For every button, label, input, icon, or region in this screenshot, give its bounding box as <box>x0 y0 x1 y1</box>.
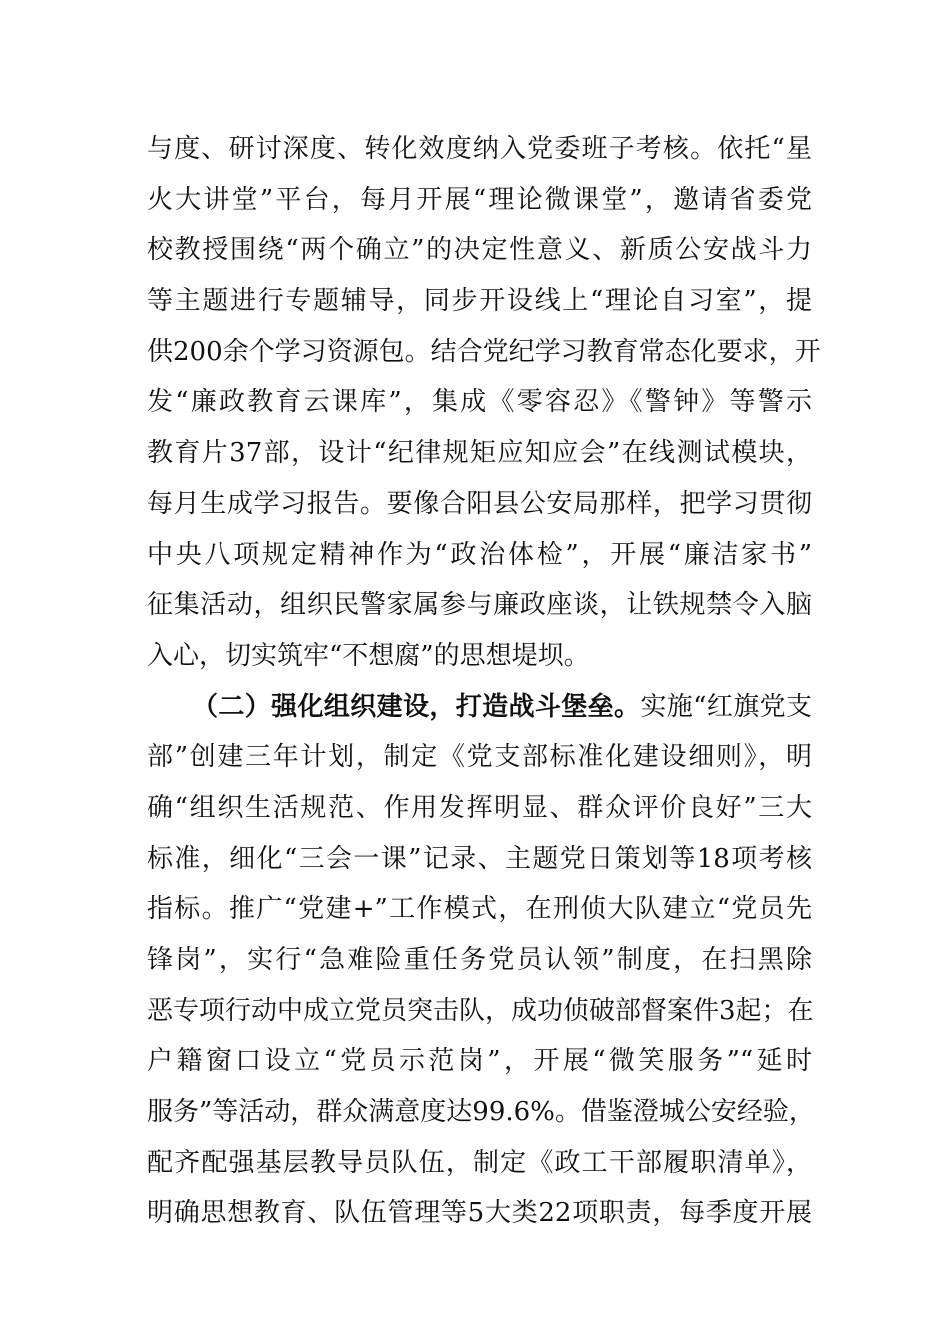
text-line: 明确思想教育、队伍管理等5大类22项职责，每季度开展 <box>147 1198 812 1229</box>
text-fragment: 实施“红旗党支 <box>640 691 812 722</box>
text-line: 征集活动，组织民警家属参与廉政座谈，让铁规禁令入脑 <box>147 590 812 621</box>
text-line: 部”创建三年计划，制定《党支部标准化建设细则》，明 <box>147 742 812 773</box>
section-heading-line <box>147 682 812 733</box>
text-line: 教育片37部，设计“纪律规矩应知应会”在线测试模块， <box>147 438 812 469</box>
text-line: 恶专项行动中成立党员突击队，成功侦破部督案件3起；在 <box>147 995 814 1026</box>
text-line: 等主题进行专题辅导，同步开设线上“理论自习室”，提 <box>147 286 812 317</box>
text-line: 火大讲堂”平台，每月开展“理论微课堂”，邀请省委党 <box>147 184 812 215</box>
paragraph-theory-study <box>147 124 821 682</box>
text-line: 与度、研讨深度、转化效度纳入党委班子考核。依托“星 <box>147 134 812 164</box>
text-line: 户籍窗口设立“党员示范岗”，开展“微笑服务”“延时 <box>147 1046 812 1077</box>
text-line: 供200余个学习资源包。结合党纪学习教育常态化要求，开 <box>147 336 821 367</box>
body-text <box>147 124 821 1239</box>
text-line: 入心，切实筑牢“不想腐”的思想堤坝。 <box>147 640 590 671</box>
text-line: 发“廉政教育云课库”，集成《零容忍》《警钟》等警示 <box>147 387 812 418</box>
text-line: 服务”等活动，群众满意度达99.6%。借鉴澄城公安经验， <box>147 1097 815 1128</box>
text-line: 中央八项规定精神作为“政治体检”，开展“廉洁家书” <box>147 539 812 570</box>
text-line: 校教授围绕“两个确立”的决定性意义、新质公安战斗力 <box>147 235 812 266</box>
text-line: 指标。推广“党建+”工作模式，在刑侦大队建立“党员先 <box>147 894 812 925</box>
section-heading: （二）强化组织建设，打造战斗堡垒。 <box>192 691 641 722</box>
text-line: 配齐配强基层教导员队伍，制定《政工干部履职清单》， <box>147 1147 812 1178</box>
text-line: 标准，细化“三会一课”记录、主题党日策划等18项考核 <box>147 843 812 874</box>
text-line: 锋岗”，实行“急难险重任务党员认领”制度，在扫黑除 <box>147 945 812 975</box>
paragraph-organization-building <box>147 682 815 1240</box>
text-line: 确“组织生活规范、作用发挥明显、群众评价良好”三大 <box>147 792 812 823</box>
text-line: 每月生成学习报告。要像合阳县公安局那样，把学习贯彻 <box>147 488 812 519</box>
